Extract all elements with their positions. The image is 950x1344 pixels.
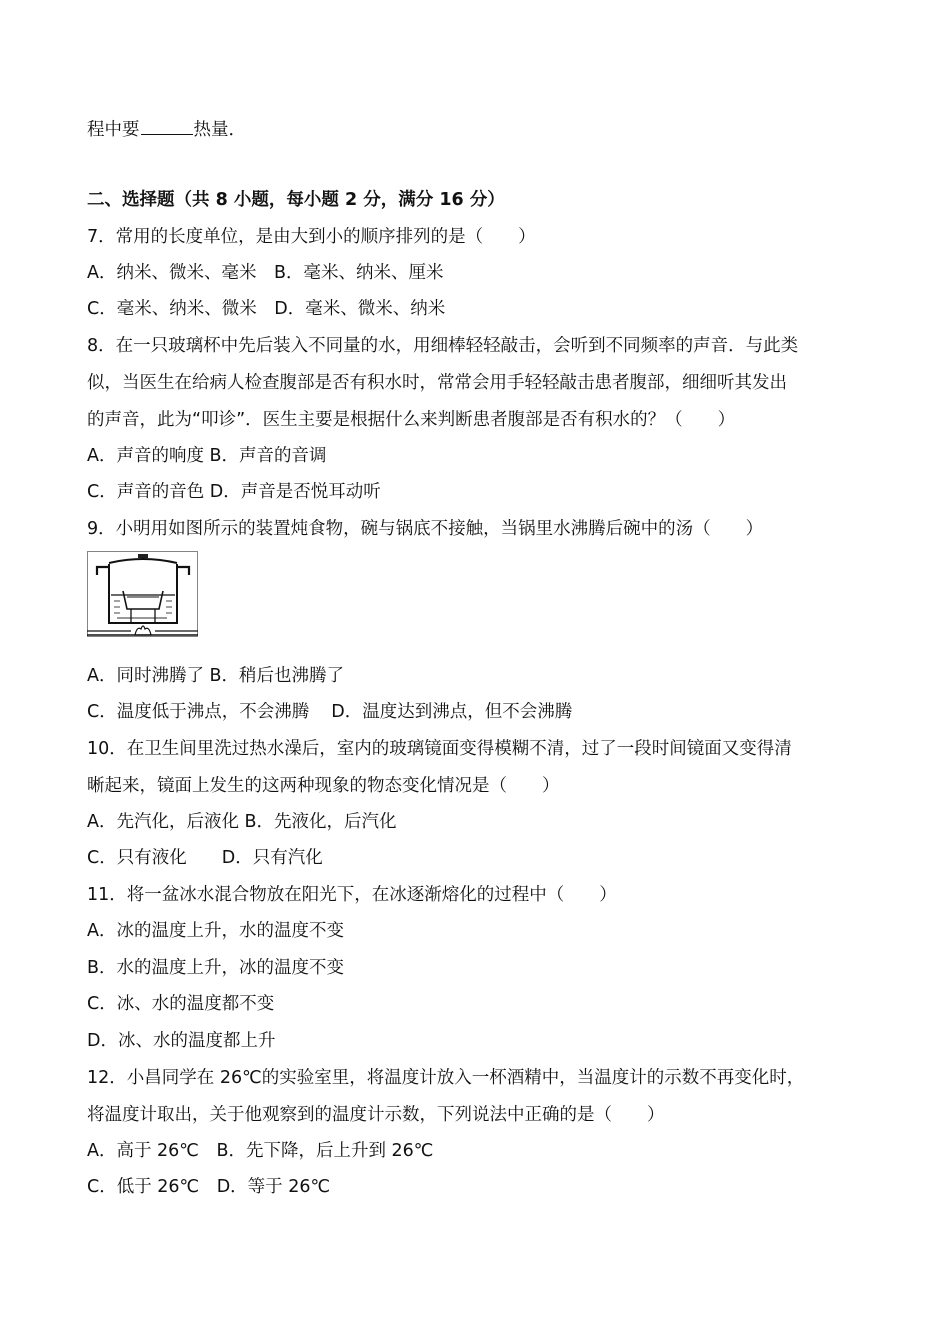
q8-options-ab: A．声音的响度 B．声音的音调: [87, 446, 327, 466]
q12-stem-line1: 12．小昌同学在 26℃的实验室里，将温度计放入一杯酒精中，当温度计的示数不再变化时，: [87, 1068, 805, 1088]
q10-options-ab: A．先汽化，后液化 B．先液化，后汽化: [87, 812, 397, 832]
q11-option-d: D．冰、水的温度都上升: [87, 1031, 276, 1051]
section-heading: 二、选择题（共 8 小题，每小题 2 分，满分 16 分）: [87, 190, 505, 210]
q9-option-c: C．温度低于沸点，不会沸腾: [87, 702, 310, 722]
q8-stem-line3: 的声音，此为“叩诊”．医生主要是根据什么来判断患者腹部是否有积水的？（ ）: [87, 410, 736, 430]
q10-options-cd: C．只有液化 D．只有汽化: [87, 848, 323, 868]
q8-options-cd: C．声音的音色 D．声音是否悦耳动听: [87, 482, 381, 502]
q12-stem-line2: 将温度计取出，关于他观察到的温度计示数，下列说法中正确的是（ ）: [87, 1105, 665, 1125]
q10-stem-line1: 10．在卫生间里洗过热水澡后，室内的玻璃镜面变得模糊不清，过了一段时间镜面又变得清: [87, 739, 792, 759]
q9-options-ab: A．同时沸腾了 B．稍后也沸腾了: [87, 666, 345, 686]
q6-text-before: 程中要: [87, 120, 140, 140]
q7-stem: 7．常用的长度单位，是由大到小的顺序排列的是（ ）: [87, 227, 536, 247]
q6-text-after: 热量．: [193, 120, 246, 140]
q8-stem-line2: 似，当医生在给病人检查腹部是否有积水时，常常会用手轻轻敲击患者腹部，细细听其发出: [87, 373, 787, 393]
q9-options-cd: [87, 700, 572, 724]
q6-continuation: [87, 116, 246, 142]
q11-option-c: C．冰、水的温度都不变: [87, 994, 275, 1014]
q9-stem: 9．小明用如图所示的装置炖食物，碗与锅底不接触，当锅里水沸腾后碗中的汤（ ）: [87, 519, 764, 539]
q7-options-cd: C．毫米、纳米、微米 D．毫米、微米、纳米: [87, 299, 446, 319]
q12-options-ab: A．高于 26℃ B．先下降，后上升到 26℃: [87, 1141, 434, 1161]
q12-options-cd: C．低于 26℃ D．等于 26℃: [87, 1177, 331, 1197]
q11-option-b: B．水的温度上升，冰的温度不变: [87, 958, 345, 978]
answer-blank: [141, 116, 193, 135]
q11-option-a: A．冰的温度上升，水的温度不变: [87, 921, 344, 941]
q11-stem: 11．将一盆冰水混合物放在阳光下，在冰逐渐熔化的过程中（ ）: [87, 885, 617, 905]
q8-stem-line1: 8．在一只玻璃杯中先后装入不同量的水，用细棒轻轻敲击，会听到不同频率的声音．与此类: [87, 336, 799, 356]
pot-with-bowl-diagram-icon: [87, 551, 198, 637]
q7-options-ab: A．纳米、微米、毫米 B．毫米、纳米、厘米: [87, 263, 444, 283]
q9-option-d: D．温度达到沸点，但不会沸腾: [331, 702, 573, 722]
q10-stem-line2: 晰起来，镜面上发生的这两种现象的物态变化情况是（ ）: [87, 776, 560, 796]
